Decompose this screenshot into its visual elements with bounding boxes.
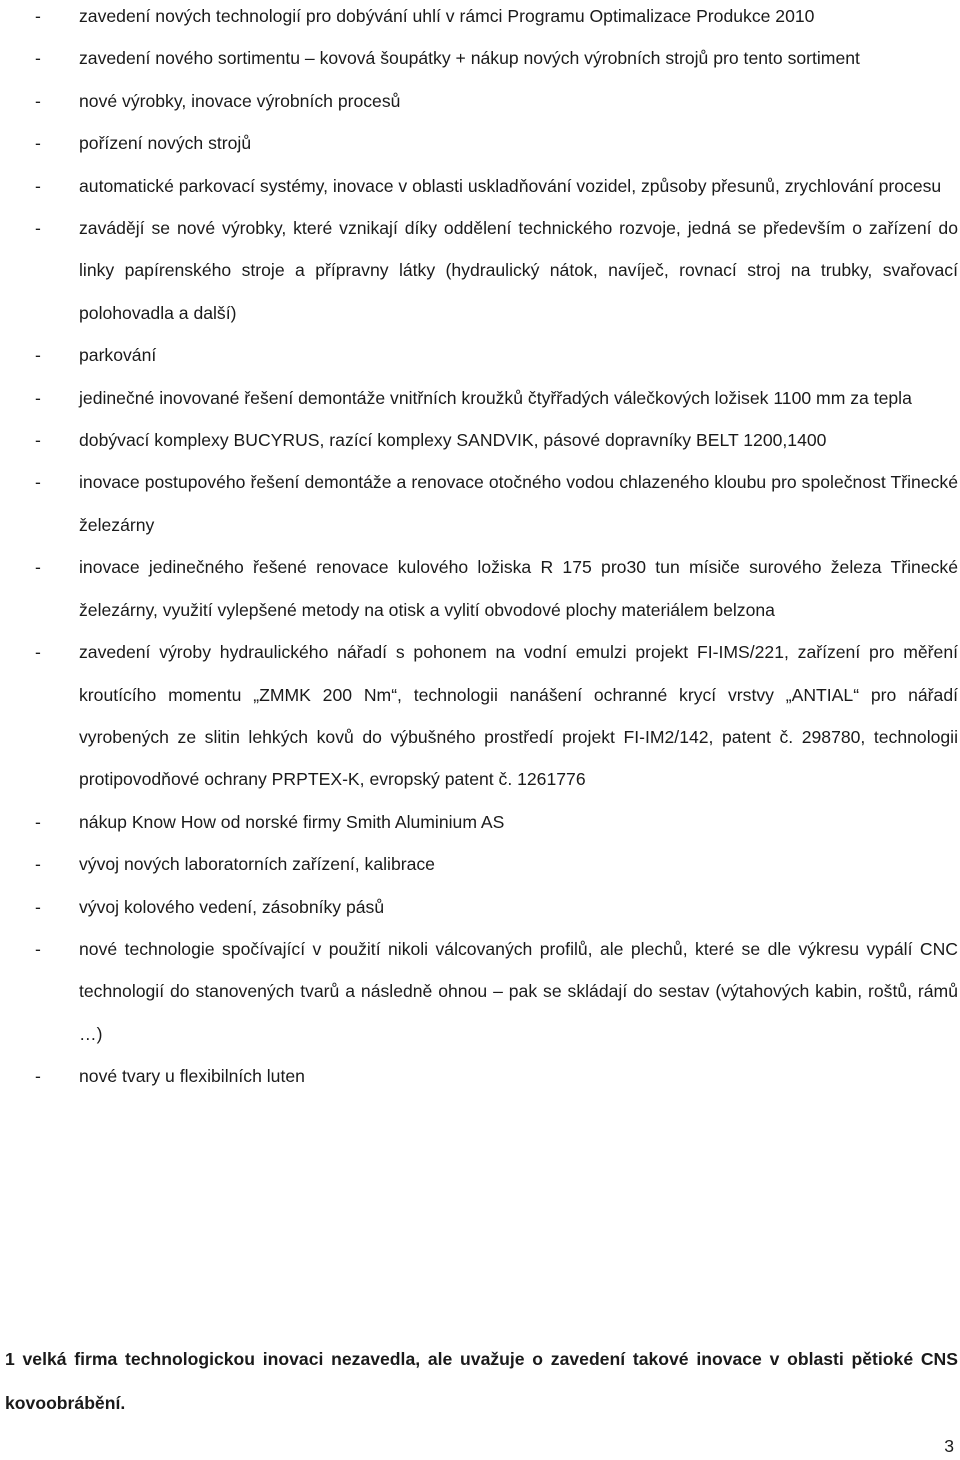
list-item-text: zavedení nových technologií pro dobývání uhlí v rámci Programu Optimalizace Produkce 2010: [79, 6, 815, 26]
list-item-text: zavedení nového sortimentu – kovová šoupátky + nákup nových výrobních strojů pro tento sortiment: [79, 48, 860, 69]
list-item: [0, 0, 958, 37]
bullet-dash: -: [35, 938, 41, 959]
bullet-dash: -: [35, 218, 41, 239]
bullet-dash: -: [35, 896, 41, 917]
list-item: [0, 1055, 958, 1097]
list-item: [0, 37, 958, 79]
list-item-text: inovace jedinečného řešené renovace kulového ložiska R 175 pro30 tun mísiče surového železa Třinecké železárny, využití vylepšené metody na otisk a vylití obvodové plochy materiálem belzona: [79, 557, 958, 620]
bullet-dash: -: [35, 6, 41, 26]
bullet-dash: -: [35, 175, 41, 196]
bullet-dash: -: [35, 472, 41, 493]
bullet-dash: -: [35, 642, 41, 663]
bullet-dash: -: [35, 133, 41, 154]
list-item: [0, 377, 958, 419]
list-item: [0, 461, 958, 546]
conclusion-paragraph: 1 velká firma technologickou inovaci nezavedla, ale uvažuje o zavedení takové inovace v oblasti pětioké CNS kovoobrábění.: [5, 1349, 958, 1413]
bullet-dash: -: [35, 811, 41, 832]
list-item: [0, 80, 958, 122]
list-item-text: nové technologie spočívající v použití nikoli válcovaných profilů, ale plechů, které se dle výkresu vypálí CNC technologií do stanovených tvarů a následně ohnou – pak se skládají do sestav (výtahových kabin, roštů, rámů …): [79, 938, 958, 1044]
list-item-text: jedinečné inovované řešení demontáže vnitřních kroužků čtyřřadých válečkových ložisek 1100 mm za tepla: [79, 387, 912, 408]
list-item-text: nákup Know How od norské firmy Smith Aluminium AS: [79, 811, 505, 832]
list-item-text: zavádějí se nové výrobky, které vznikají díky oddělení technického rozvoje, jedná se především o zařízení do linky papírenského stroje a přípravny látky (hydraulický nátok, navíječ, rovnací stroj na trubky, svařovací polohovadla a další): [79, 218, 958, 323]
list-item-text: automatické parkovací systémy, inovace v oblasti uskladňování vozidel, způsoby přesunů, zrychlování procesu: [79, 175, 942, 196]
list-item: [0, 122, 958, 164]
bullet-dash: -: [35, 48, 41, 69]
bullet-dash: -: [35, 854, 41, 875]
bullet-dash: -: [35, 387, 41, 408]
bullet-dash: -: [35, 90, 41, 111]
bullet-dash: -: [35, 345, 41, 366]
list-item: [0, 843, 958, 885]
list-item: [0, 165, 958, 207]
bullet-dash: -: [35, 1066, 41, 1087]
list-item: [0, 546, 958, 631]
list-item: [0, 631, 958, 801]
list-item: [0, 886, 958, 928]
list-item: [0, 419, 958, 461]
list-item-text: pořízení nových strojů: [79, 133, 252, 154]
list-item: [0, 334, 958, 376]
list-item: [0, 207, 958, 334]
bullet-dash: -: [35, 430, 41, 451]
list-item: [0, 801, 958, 843]
list-item-text: vývoj nových laboratorních zařízení, kalibrace: [79, 854, 435, 875]
list-item-text: parkování: [79, 345, 157, 366]
list-item-text: nové výrobky, inovace výrobních procesů: [79, 90, 401, 111]
bullet-dash: -: [35, 557, 41, 578]
list-item-text: nové tvary u flexibilních luten: [79, 1066, 305, 1087]
list-item-text: inovace postupového řešení demontáže a renovace otočného vodou chlazeného kloubu pro společnost Třinecké železárny: [79, 472, 958, 535]
list-item: [0, 928, 958, 1055]
list-item-text: vývoj kolového vedení, zásobníky pásů: [79, 896, 385, 917]
list-item-text: zavedení výroby hydraulického nářadí s pohonem na vodní emulzi projekt FI-IMS/221, zařízení pro měření kroutícího momentu „ZMMK 200 Nm“, technologii nanášení ochranné krycí vrstvy „ANTIAL“ pro nářadí vyrobených ze slitin lehkých kovů do výbušného prostředí projekt FI-IM2/142, patent č. 298780, technologii protipovodňové ochrany PRPTEX-K, evropský patent č. 1261776: [79, 642, 958, 790]
list-item-text: dobývací komplexy BUCYRUS, razící komplexy SANDVIK, pásové dopravníky BELT 1200,1400: [79, 430, 827, 451]
page-number: 3: [944, 1436, 954, 1456]
